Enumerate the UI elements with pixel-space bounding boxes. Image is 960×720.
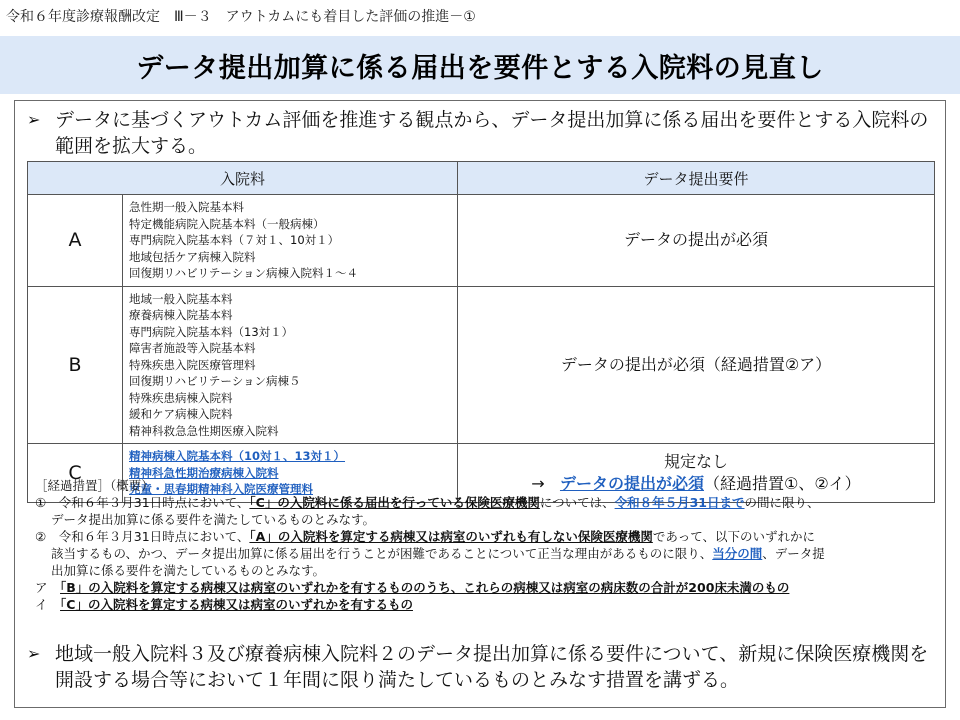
sub-a-text: 「B」の入院料を算定する病棟又は病室のいずれかを有するもののうち、これらの病棟又は病室の病床数の合計が200床未満のもの [60,580,790,595]
fee-item: 専門病院入院基本料（13対１） [129,324,294,339]
note-1 [27,494,937,511]
note-2 [27,528,937,545]
note-1-deadline: 令和８年５月31日まで [614,495,745,510]
note-2-number: ② [35,529,47,544]
note-2-continued [27,545,937,562]
note-2-sub-a [27,579,937,596]
fee-item: 児童・思春期精神科入院医療管理料 [129,482,313,496]
bullet-1-text: データに基づくアウトカム評価を推進する観点から、データ提出加算に係る届出を要件とする入院料の範囲を拡大する。 [55,109,929,157]
sub-i-text: 「C」の入院料を算定する病棟又は病室のいずれかを有するもの [60,597,413,612]
page-title: データ提出加算に係る届出を要件とする入院料の見直し [136,52,824,84]
category-c: C [28,444,123,503]
header-data-requirement: データ提出要件 [458,162,935,195]
transitional-measures [27,477,937,613]
fee-item: 精神科急性期治療病棟入院料 [129,465,279,480]
fee-item: 緩和ケア病棟入院料 [129,407,233,421]
fee-item: 障害者施設等入院基本料 [129,341,256,355]
slide-section-label: 令和６年度診療報酬改定 Ⅲ－３ アウトカムにも着目した評価の推進－① [6,9,476,25]
note-2-text: 、データ提 [762,546,825,561]
fee-item: 精神科救急急性期医療入院料 [129,423,279,438]
bullet-1 [27,107,937,159]
table-row-b [28,286,935,444]
note-1-number: ① [35,495,47,510]
requirements-table [27,161,935,503]
arrow-bullet-icon: ➢ [27,110,41,129]
category-a: A [28,195,123,287]
requirement-a: データの提出が必須 [458,195,935,287]
content-box [14,100,946,708]
note-1-text: については、 [539,495,615,510]
fee-item: 精神病棟入院基本料（10対１、13対１） [129,449,346,463]
fee-list-a [123,195,458,287]
sub-a-mark: ア [35,580,48,595]
fee-item: 特定機能病院入院基本料（一般病棟） [129,216,325,231]
fee-item: 急性期一般入院基本料 [129,200,244,214]
sub-i-mark: イ [35,597,48,612]
category-b: B [28,286,123,444]
bullet-2-text: 地域一般入院料３及び療養病棟入院料２のデータ提出加算に係る要件について、新規に保険医療機関を開設する場合等において１年間に限り満たしているものとみなす措置を講ずる。 [55,643,929,691]
fee-item: 特殊疾患病棟入院料 [129,390,233,405]
requirement-b: データの提出が必須（経過措置②ア） [458,286,935,444]
note-1-text: の間に限り、 [744,495,820,510]
note-2-continued: 出加算に係る要件を満たしているものとみなす。 [51,563,326,578]
note-1-emphasis: 「C」の入院料に係る届出を行っている保険医療機関 [249,495,540,510]
table-header-row [28,162,935,195]
fee-item: 回復期リハビリテーション病棟入院料１～４ [129,266,358,280]
requirement-c-note: （経過措置①、②イ） [703,473,861,493]
fee-item: 特殊疾患入院医療管理料 [129,357,256,372]
fee-item: 療養病棟入院基本料 [129,308,233,322]
note-1-continued: データ提出加算に係る要件を満たしているものとみなす。 [51,512,376,527]
arrow-right-icon: → [531,473,545,493]
note-1-text: 令和６年３月31日時点において、 [58,495,250,510]
bullet-2 [27,641,937,693]
note-2-text: 令和６年３月31日時点において、 [58,529,250,544]
fee-list-b [123,286,458,444]
title-bar [0,36,960,94]
requirement-c-highlight: データの提出が必須 [559,473,704,493]
requirement-c-before: 規定なし [663,451,728,471]
fee-item: 地域包括ケア病棟入院料 [129,249,256,264]
note-2-period: 当分の間 [712,546,763,561]
fee-item: 地域一般入院基本料 [129,291,233,306]
fee-item: 専門病院入院基本料（７対１、10対１） [129,233,340,247]
table-row-a [28,195,935,287]
header-admission-fee: 入院料 [28,162,458,195]
note-2-sub-i [27,596,937,613]
note-2-text: 該当するもの、かつ、データ提出加算に係る届出を行うことが困難であることについて正当な理由があるものに限り、 [51,546,713,561]
notes-heading: ［経過措置］（概要） [35,478,154,493]
arrow-bullet-icon: ➢ [27,644,41,663]
note-2-text: であって、以下のいずれかに [652,529,815,544]
fee-item: 回復期リハビリテーション病棟５ [129,374,301,388]
note-2-emphasis: 「A」の入院料を算定する病棟又は病室のいずれも有しない保険医療機関 [249,529,653,544]
